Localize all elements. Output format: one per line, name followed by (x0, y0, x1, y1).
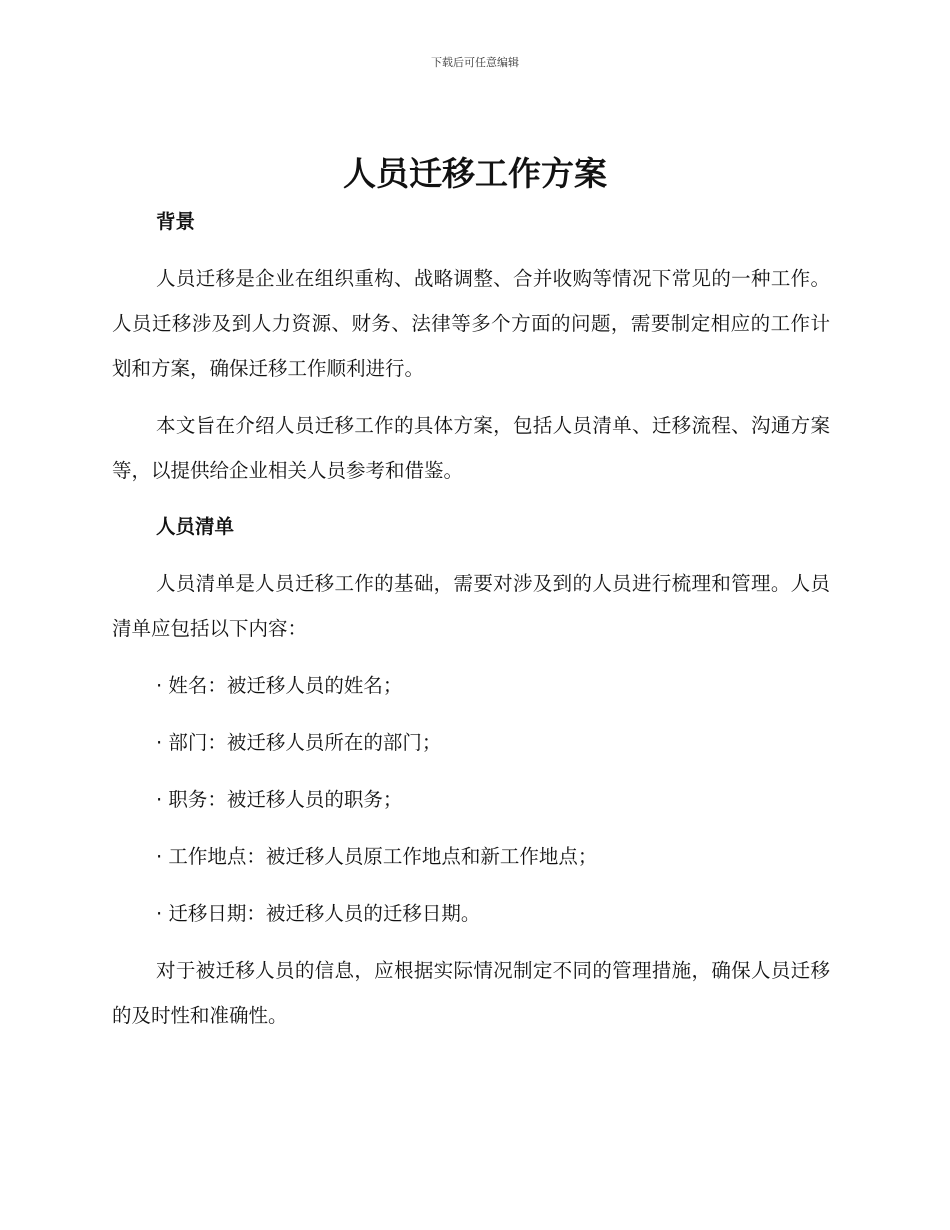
background-paragraph-2: 本文旨在介绍人员迁移工作的具体方案，包括人员清单、迁移流程、沟通方案等，以提供给企业相关人员参考和借鉴。 (112, 414, 830, 482)
section-heading-background: 背景 (156, 210, 196, 233)
background-paragraph-1: 人员迁移是企业在组织重构、战略调整、合并收购等情况下常见的一种工作。人员迁移涉及到人力资源、财务、法律等多个方面的问题，需要制定相应的工作计划和方案，确保迁移工作顺利进行。 (112, 267, 830, 380)
list-item-department: · 部门：被迁移人员所在的部门； (156, 731, 442, 754)
document-body (112, 200, 830, 1038)
personnel-list-closing: 对于被迁移人员的信息，应根据实际情况制定不同的管理措施，确保人员迁移的及时性和准确性。 (112, 959, 830, 1027)
list-item-name: · 姓名：被迁移人员的姓名； (156, 674, 403, 697)
list-item-position: · 职务：被迁移人员的职务； (156, 788, 403, 811)
list-item-work-location: · 工作地点：被迁移人员原工作地点和新工作地点； (156, 845, 598, 868)
header-note: 下载后可任意编辑 (431, 56, 519, 69)
personnel-list-intro: 人员清单是人员迁移工作的基础，需要对涉及到的人员进行梳理和管理。人员清单应包括以下内容： (112, 572, 830, 640)
list-item-migration-date: · 迁移日期：被迁移人员的迁移日期。 (156, 902, 481, 925)
page-title: 人员迁移工作方案 (343, 154, 607, 193)
section-heading-personnel-list: 人员清单 (156, 515, 235, 538)
